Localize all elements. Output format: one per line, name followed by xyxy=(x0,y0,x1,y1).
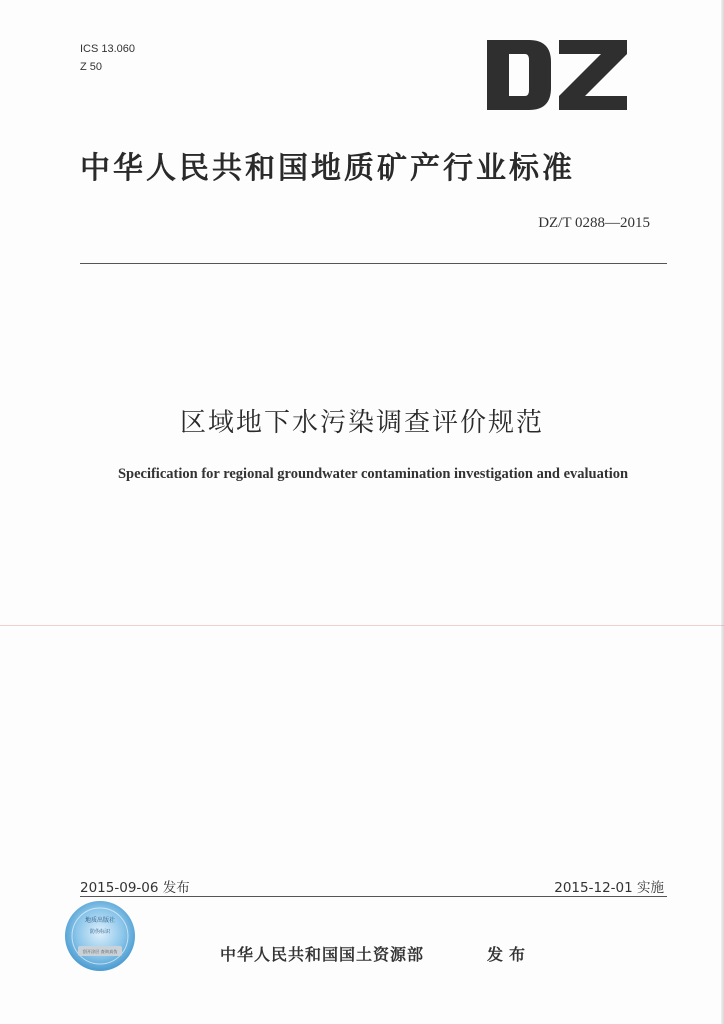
implementation-date: 2015-12-01 实施 xyxy=(554,880,664,896)
sticker-text-2: 防伪标识 xyxy=(89,929,111,935)
ics-code: ICS 13.060 xyxy=(80,43,136,55)
standard-number: DZ/T 0288—2015 xyxy=(538,215,650,231)
org-title: 中华人民共和国地质矿产行业标准 xyxy=(80,151,575,186)
ccs-code: Z 50 xyxy=(80,61,103,73)
sticker-text-3: 刮开涂层 查询真伪 xyxy=(82,949,118,954)
scan-artifact-line xyxy=(0,625,724,626)
anti-counterfeit-sticker xyxy=(64,900,136,972)
footer-divider xyxy=(80,896,667,897)
issue-date: 2015-09-06 发布 xyxy=(80,880,190,896)
classification-block xyxy=(80,40,135,76)
title-chinese: 区域地下水污染调查评价规范 xyxy=(179,408,544,438)
dz-logo xyxy=(487,40,627,110)
title-english: Specification for regional groundwater contamination investigation and evaluation xyxy=(117,466,629,482)
sticker-text-1: 地质出版社 xyxy=(84,917,116,924)
header-divider xyxy=(80,263,667,264)
publish-word: 发布 xyxy=(487,945,532,964)
publisher: 中华人民共和国国土资源部 xyxy=(220,945,425,964)
